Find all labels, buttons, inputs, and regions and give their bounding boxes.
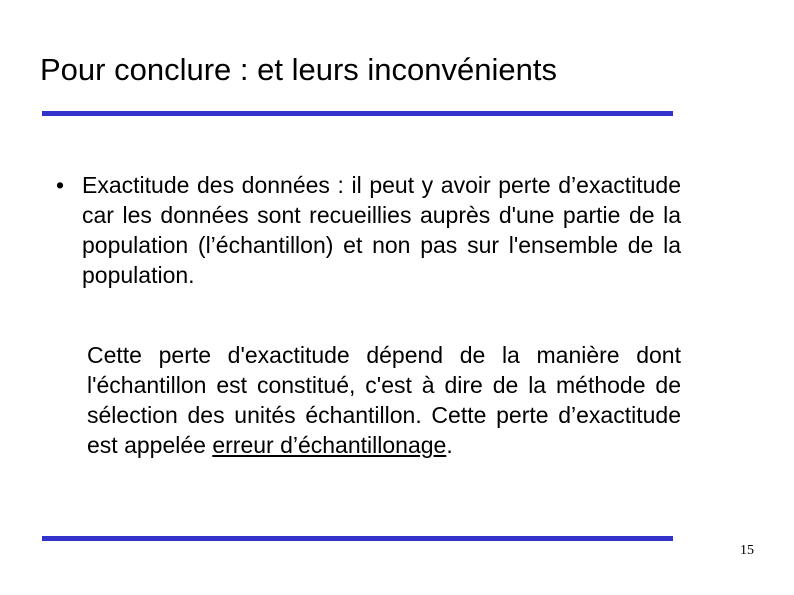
paragraph-end: . bbox=[446, 432, 453, 458]
page-number: 15 bbox=[740, 543, 754, 558]
bullet-marker: • bbox=[56, 172, 65, 198]
bottom-divider bbox=[42, 536, 673, 541]
underlined-term: erreur d’échantillonage bbox=[212, 432, 447, 458]
explanation-paragraph bbox=[87, 340, 681, 460]
top-divider bbox=[42, 111, 673, 116]
bullet-text: Exactitude des données : il peut y avoir perte d’exactitude car les données sont recueillies auprès d'une partie de la population (l’échantillon) et non pas sur l'ensemble de la population. bbox=[82, 172, 681, 288]
paragraph-text: Cette perte d'exactitude dépend de la manière dont l'échantillon est constitué, c'est à dire de la méthode de sélection des unités échantillon. Cette perte d’exactitude est appelée bbox=[87, 342, 681, 458]
bullet-item bbox=[56, 170, 681, 290]
slide-title: Pour conclure : et leurs inconvénients bbox=[40, 52, 557, 87]
bullet-list bbox=[56, 170, 681, 290]
